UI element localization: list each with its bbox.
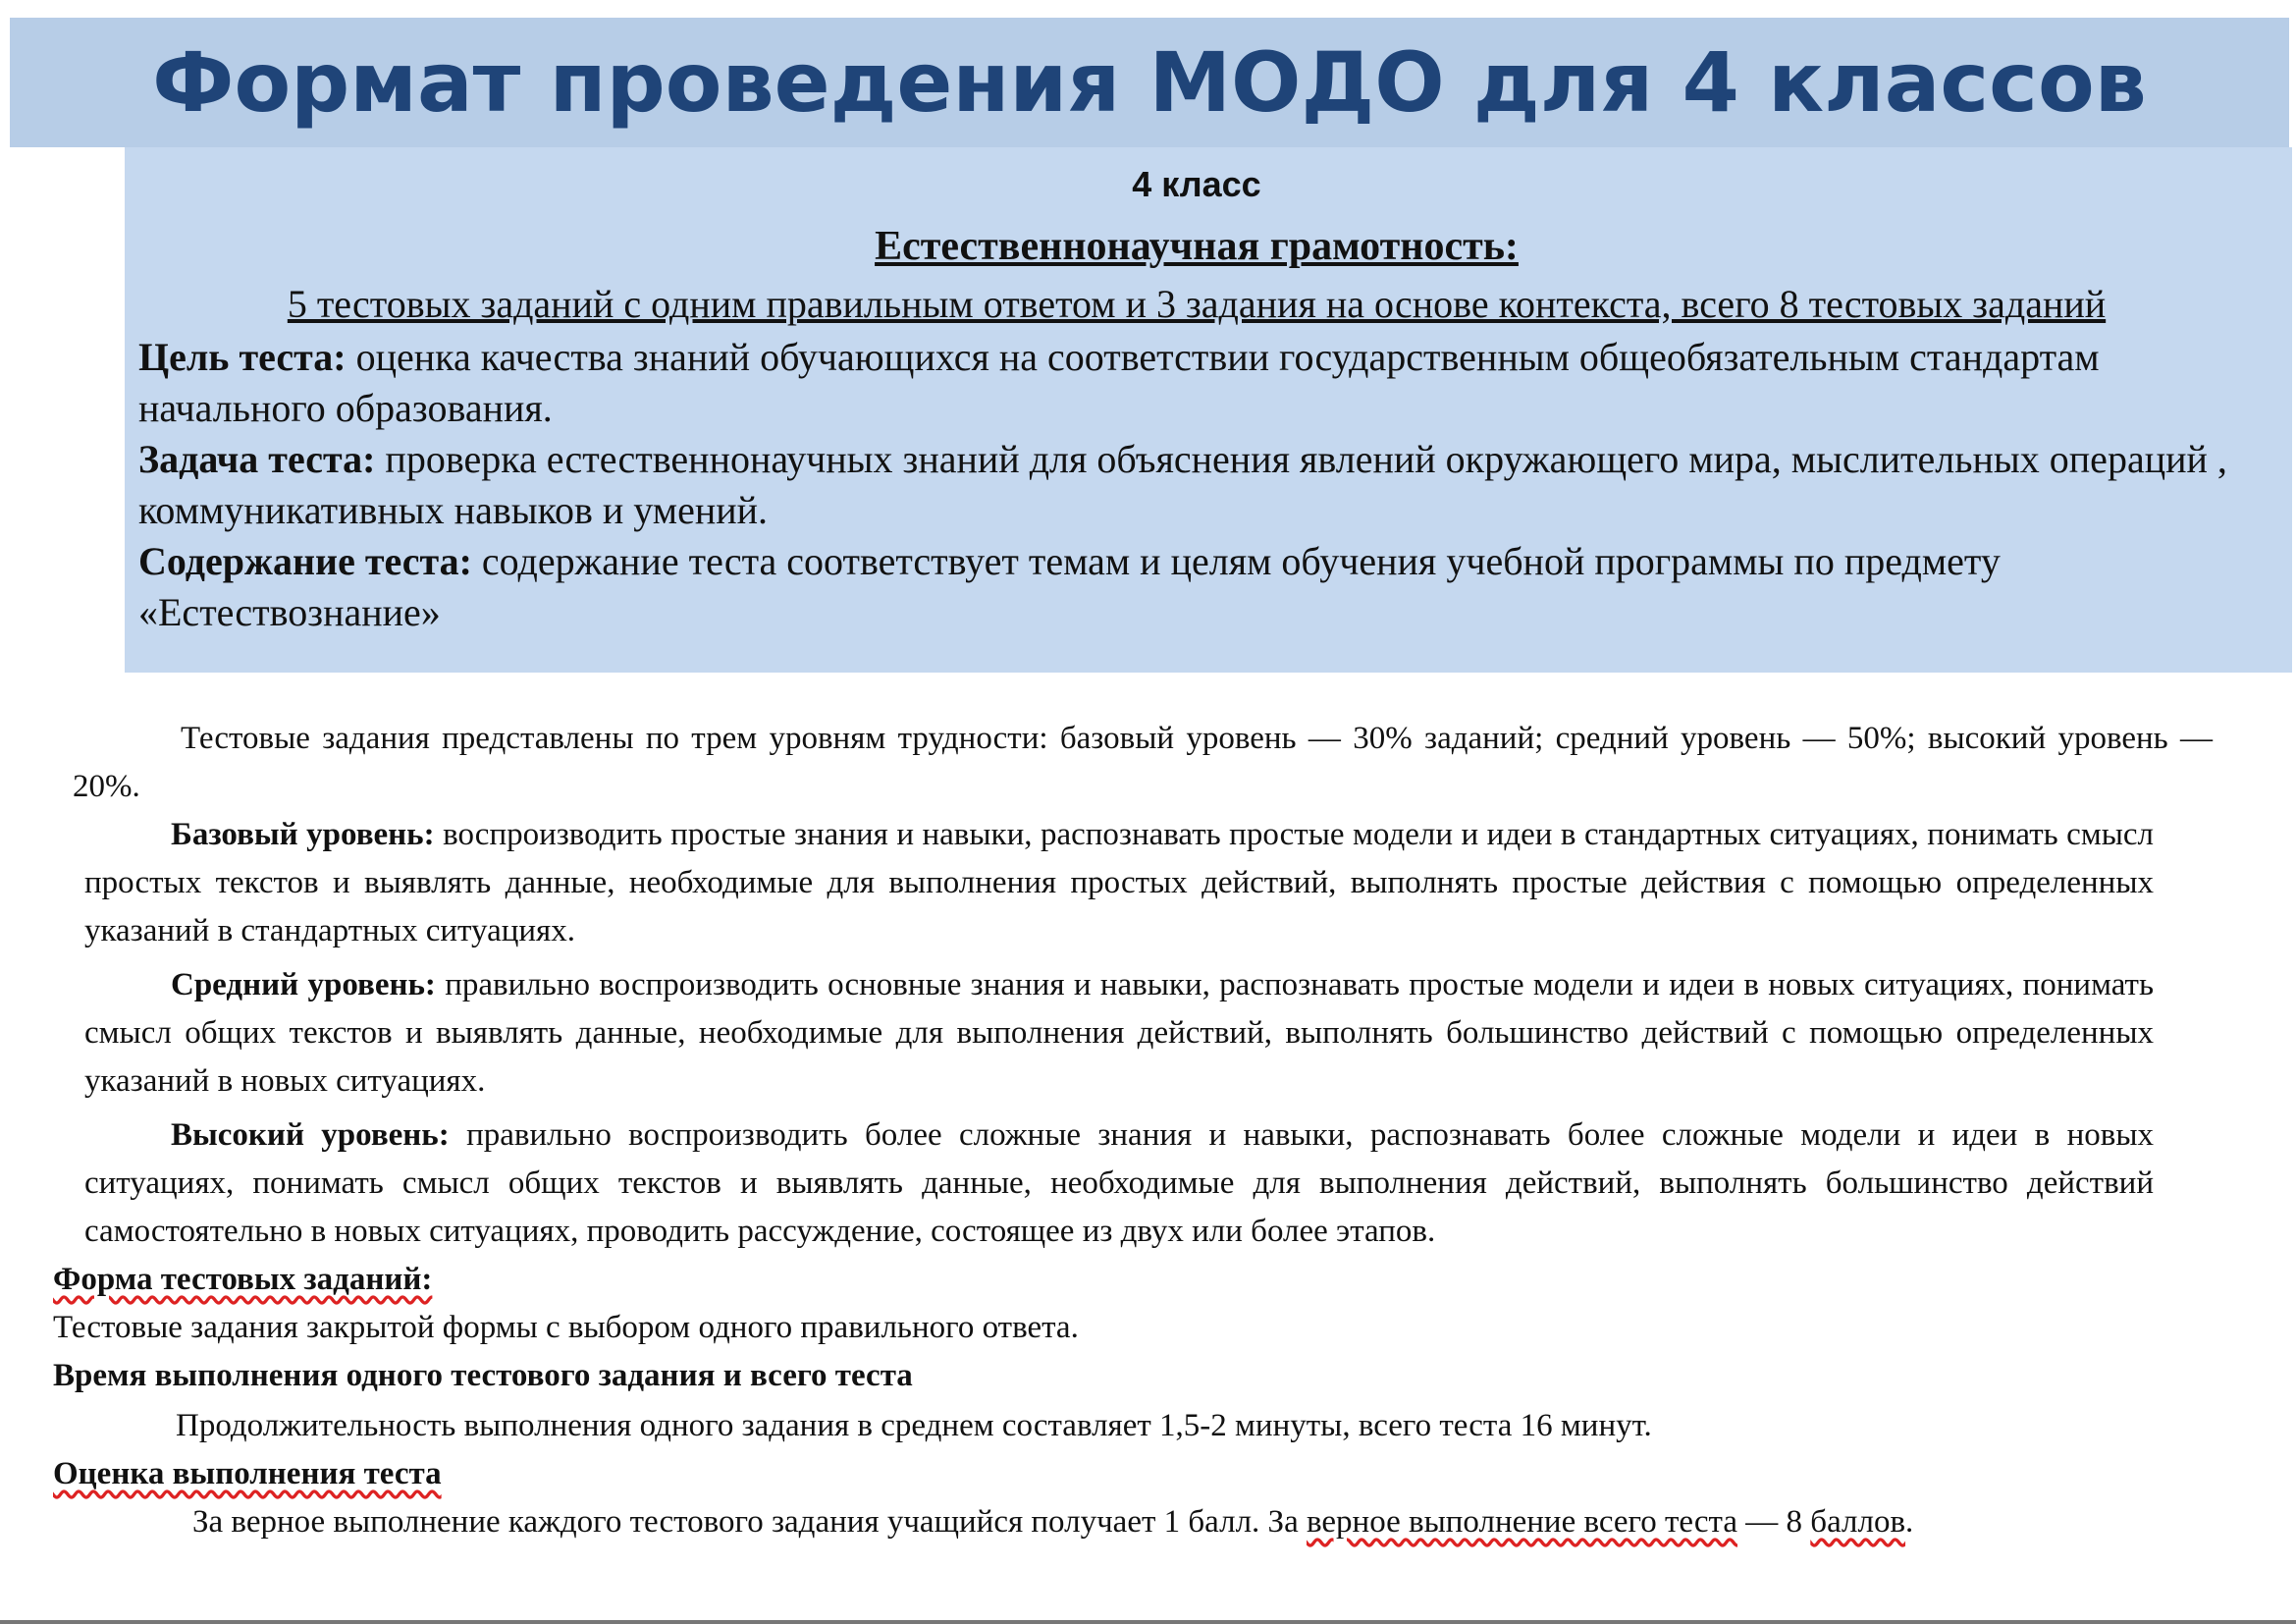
goal-label: Цель теста: [138, 335, 347, 379]
levels-intro: Тестовые задания представлены по трем уровням трудности: базовый уровень — 30% заданий; средний уровень — 50%; высокий уровень — 20%. [73, 721, 2213, 804]
eval-paragraph [53, 1498, 2213, 1546]
content-label: Содержание теста: [138, 539, 472, 583]
task-label: Задача теста: [138, 437, 376, 481]
form-text: Тестовые задания закрытой формы с выбором одного правильного ответа. [53, 1310, 1079, 1345]
eval-heading [53, 1450, 2213, 1498]
form-heading [53, 1256, 2213, 1304]
medium-level-label: Средний уровень: [171, 967, 436, 1002]
high-level-text: правильно воспроизводить более сложные знания и навыки, распознавать более сложные модели и идеи в новых ситуациях, понимать смысл общих текстов и выявлять данные, необходимые для выполнения действий, выполнять большинство действий самостоятельно в новых ситуациях, проводить рассуждение, состоящее из двух или более этапов. [84, 1117, 2155, 1249]
page-title: Формат проведения МОДО для 4 классов [152, 34, 2147, 131]
title-banner [10, 18, 2289, 147]
basic-level-paragraph [53, 811, 2213, 955]
content-text: содержание теста соответствует темам и целям обучения учебной программы по предмету «Естествознание» [138, 539, 2001, 634]
eval-text-part-4: баллов [1810, 1504, 1906, 1540]
content-paragraph [138, 536, 2255, 638]
high-level-paragraph [53, 1111, 2213, 1256]
high-level-label: Высокий уровень: [171, 1117, 450, 1153]
info-box [125, 147, 2292, 673]
page-bottom-border [0, 1620, 2296, 1624]
eval-heading-text: Оценка выполнения теста [53, 1456, 442, 1491]
subject-heading: Естественнонаучная грамотность: [875, 224, 1519, 269]
basic-level-label: Базовый уровень: [171, 817, 435, 852]
grade-label: 4 класс [1132, 164, 1261, 204]
eval-text-part-3: — 8 [1737, 1504, 1811, 1540]
eval-text-part-2: верное выполнение всего теста [1307, 1504, 1738, 1540]
document-body [53, 715, 2213, 1546]
eval-text-part-1: За верное выполнение каждого тестового задания учащийся получает 1 балл. За [192, 1504, 1307, 1540]
goal-text: оценка качества знаний обучающихся на соответствии государственным общеобязательным стандартам начального образования. [138, 335, 2100, 430]
task-paragraph [138, 434, 2255, 536]
task-text: проверка естественнонаучных знаний для объяснения явлений окружающего мира, мыслительных операций , коммуникативных навыков и умений. [138, 437, 2227, 532]
medium-level-paragraph [53, 961, 2213, 1106]
tasks-summary: 5 тестовых заданий с одним правильным ответом и 3 задания на основе контекста, всего 8 тестовых заданий [287, 282, 2107, 326]
time-text: Продолжительность выполнения одного задания в среднем составляет 1,5-2 минуты, всего теста 16 минут. [176, 1408, 1652, 1443]
time-heading: Время выполнения одного тестового задания и всего теста [53, 1358, 913, 1393]
eval-text-part-5: . [1905, 1504, 1914, 1540]
goal-paragraph [138, 332, 2255, 434]
medium-level-text: правильно воспроизводить основные знания и навыки, распознавать простые модели и идеи в новых ситуациях, понимать смысл общих текстов и выявлять данные, необходимые для выполнения действий, выполнять большинство действий с помощью определенных указаний в новых ситуациях. [84, 967, 2154, 1099]
basic-level-text: воспроизводить простые знания и навыки, распознавать простые модели и идеи в стандартных ситуациях, понимать смысл простых текстов и выявлять данные, необходимые для выполнения простых действий, выполнять простые действия с помощью определенных указаний в стандартных ситуациях. [84, 817, 2154, 948]
form-heading-text: Форма тестовых заданий: [53, 1262, 433, 1297]
